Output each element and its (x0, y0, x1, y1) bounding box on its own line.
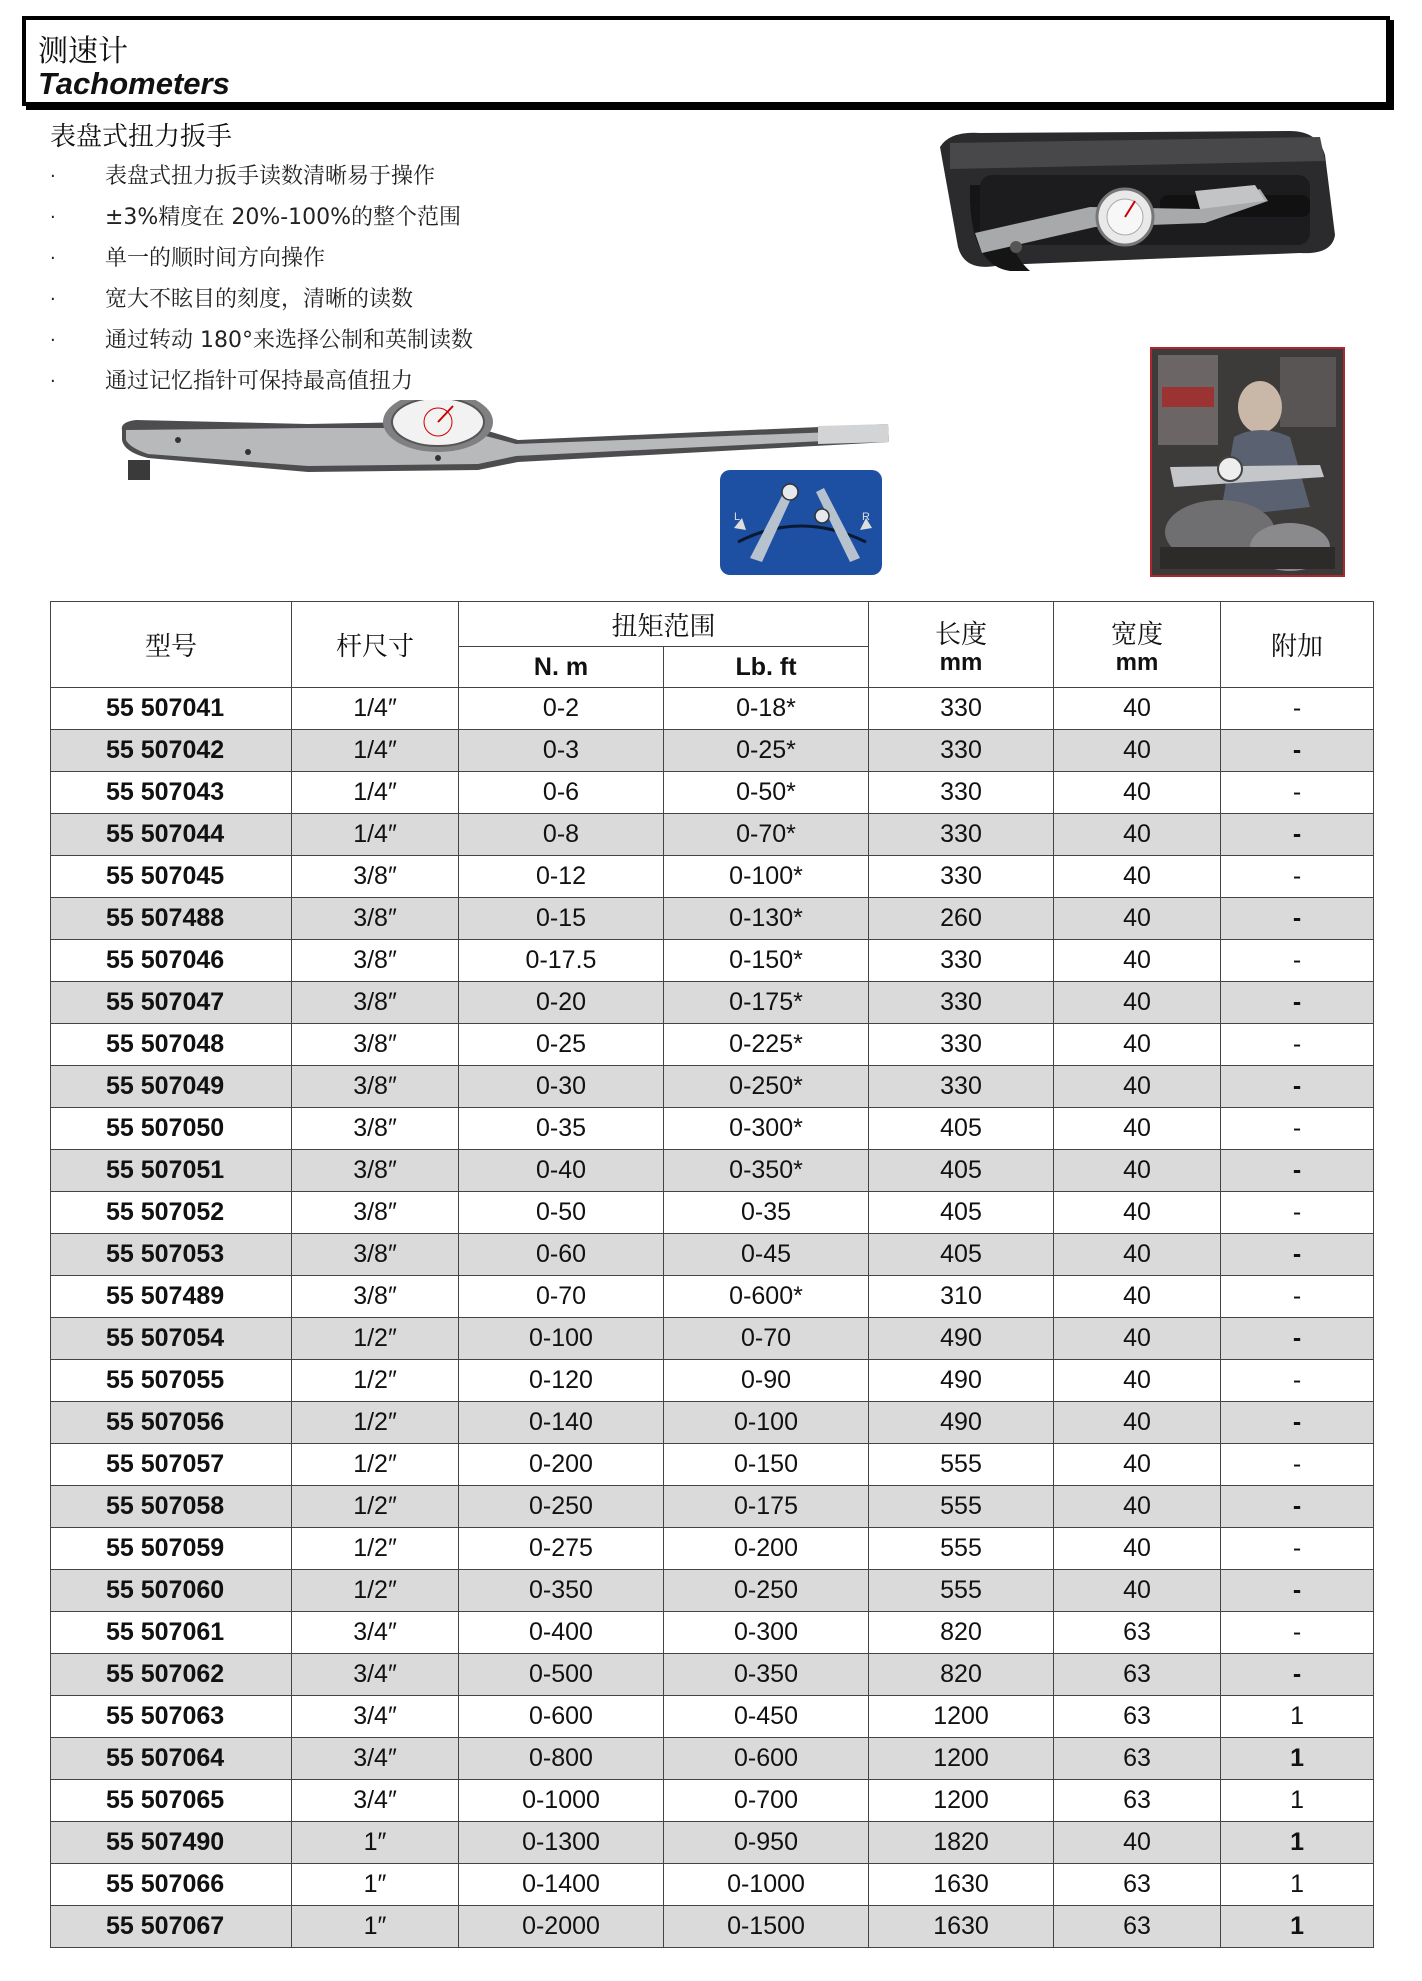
cell-lbft: 0-1000 (664, 1864, 869, 1906)
cell-lbft: 0-175 (664, 1486, 869, 1528)
cell-width: 40 (1054, 1444, 1221, 1486)
cell-width: 40 (1054, 898, 1221, 940)
cell-extra: - (1221, 1192, 1374, 1234)
cell-length: 330 (869, 856, 1054, 898)
cell-drive: 3/8″ (292, 940, 459, 982)
cell-length: 490 (869, 1402, 1054, 1444)
header-model: 型号 (51, 602, 292, 688)
table-row (51, 1402, 1374, 1444)
cell-extra: - (1221, 1318, 1374, 1360)
cell-drive: 1/2″ (292, 1402, 459, 1444)
cell-width: 40 (1054, 1822, 1221, 1864)
cell-extra: - (1221, 1444, 1374, 1486)
list-item: · ±3%精度在 20%-100%的整个范围 (50, 197, 473, 238)
cell-nm: 0-1300 (459, 1822, 664, 1864)
cell-lbft: 0-150 (664, 1444, 869, 1486)
cell-width: 40 (1054, 982, 1221, 1024)
cell-lbft: 0-90 (664, 1360, 869, 1402)
cell-model: 55 507047 (51, 982, 292, 1024)
cell-nm: 0-250 (459, 1486, 664, 1528)
table-row (51, 1192, 1374, 1234)
cell-drive: 3/8″ (292, 1234, 459, 1276)
cell-lbft: 0-70 (664, 1318, 869, 1360)
table-row (51, 1486, 1374, 1528)
cell-drive: 3/8″ (292, 1276, 459, 1318)
bullet-icon: · (50, 289, 56, 310)
cell-width: 40 (1054, 1234, 1221, 1276)
cell-model: 55 507049 (51, 1066, 292, 1108)
cell-width: 63 (1054, 1864, 1221, 1906)
cell-length: 1820 (869, 1822, 1054, 1864)
list-item: · 通过转动 180°来选择公制和英制读数 (50, 320, 473, 361)
cell-length: 330 (869, 982, 1054, 1024)
table-row (51, 1108, 1374, 1150)
cell-lbft: 0-250* (664, 1066, 869, 1108)
cell-width: 40 (1054, 940, 1221, 982)
cell-width: 40 (1054, 1066, 1221, 1108)
cell-nm: 0-100 (459, 1318, 664, 1360)
cell-model: 55 507057 (51, 1444, 292, 1486)
cell-length: 405 (869, 1108, 1054, 1150)
cell-width: 40 (1054, 1024, 1221, 1066)
table-row (51, 1654, 1374, 1696)
cell-nm: 0-120 (459, 1360, 664, 1402)
cell-nm: 0-35 (459, 1108, 664, 1150)
cell-length: 820 (869, 1612, 1054, 1654)
direction-diagram (720, 470, 882, 575)
cell-length: 330 (869, 814, 1054, 856)
cell-nm: 0-60 (459, 1234, 664, 1276)
table-row (51, 1780, 1374, 1822)
cell-model: 55 507054 (51, 1318, 292, 1360)
table-row (51, 1570, 1374, 1612)
cell-drive: 1/2″ (292, 1570, 459, 1612)
cell-drive: 3/8″ (292, 1192, 459, 1234)
cell-model: 55 507064 (51, 1738, 292, 1780)
bullet-icon: · (50, 248, 56, 269)
cell-width: 40 (1054, 772, 1221, 814)
cell-extra: 1 (1221, 1780, 1374, 1822)
cell-nm: 0-140 (459, 1402, 664, 1444)
table-row (51, 1444, 1374, 1486)
cell-extra: - (1221, 1066, 1374, 1108)
cell-length: 1630 (869, 1906, 1054, 1948)
list-item: · 通过记忆指针可保持最高值扭力 (50, 361, 473, 402)
cell-lbft: 0-45 (664, 1234, 869, 1276)
cell-lbft: 0-1500 (664, 1906, 869, 1948)
header-nm: N. m (459, 647, 664, 688)
cell-model: 55 507060 (51, 1570, 292, 1612)
cell-model: 55 507067 (51, 1906, 292, 1948)
cell-extra: - (1221, 856, 1374, 898)
cell-model: 55 507058 (51, 1486, 292, 1528)
cell-length: 330 (869, 772, 1054, 814)
list-item: · 表盘式扭力扳手读数清晰易于操作 (50, 156, 473, 197)
cell-drive: 3/8″ (292, 1024, 459, 1066)
cell-model: 55 507489 (51, 1276, 292, 1318)
cell-nm: 0-2000 (459, 1906, 664, 1948)
cell-lbft: 0-100 (664, 1402, 869, 1444)
cell-model: 55 507055 (51, 1360, 292, 1402)
cell-lbft: 0-600* (664, 1276, 869, 1318)
cell-drive: 3/4″ (292, 1612, 459, 1654)
cell-lbft: 0-300* (664, 1108, 869, 1150)
cell-length: 1630 (869, 1864, 1054, 1906)
cell-lbft: 0-950 (664, 1822, 869, 1864)
cell-width: 40 (1054, 1570, 1221, 1612)
cell-width: 40 (1054, 814, 1221, 856)
cell-model: 55 507059 (51, 1528, 292, 1570)
cell-drive: 3/8″ (292, 1150, 459, 1192)
cell-nm: 0-12 (459, 856, 664, 898)
table-row (51, 1234, 1374, 1276)
spec-table (50, 601, 1374, 1948)
header-length: 长度 mm (869, 602, 1054, 688)
header-drive: 杆尺寸 (292, 602, 459, 688)
cell-lbft: 0-700 (664, 1780, 869, 1822)
cell-extra: - (1221, 1570, 1374, 1612)
cell-drive: 3/8″ (292, 898, 459, 940)
cell-nm: 0-40 (459, 1150, 664, 1192)
cell-length: 405 (869, 1150, 1054, 1192)
cell-nm: 0-350 (459, 1570, 664, 1612)
cell-width: 40 (1054, 1192, 1221, 1234)
cell-nm: 0-17.5 (459, 940, 664, 982)
cell-drive: 1/2″ (292, 1444, 459, 1486)
cell-lbft: 0-25* (664, 730, 869, 772)
cell-length: 490 (869, 1318, 1054, 1360)
cell-extra: - (1221, 1234, 1374, 1276)
cell-width: 63 (1054, 1780, 1221, 1822)
cell-model: 55 507061 (51, 1612, 292, 1654)
cell-width: 40 (1054, 856, 1221, 898)
cell-extra: 1 (1221, 1906, 1374, 1948)
cell-drive: 1/4″ (292, 814, 459, 856)
list-item: · 单一的顺时间方向操作 (50, 238, 473, 279)
bullet-icon: · (50, 166, 56, 187)
cell-extra: - (1221, 1528, 1374, 1570)
cell-model: 55 507066 (51, 1864, 292, 1906)
cell-nm: 0-20 (459, 982, 664, 1024)
cell-model: 55 507044 (51, 814, 292, 856)
wrench-case-image (920, 125, 1345, 280)
cell-lbft: 0-130* (664, 898, 869, 940)
table-row (51, 814, 1374, 856)
cell-model: 55 507065 (51, 1780, 292, 1822)
cell-extra: - (1221, 1024, 1374, 1066)
header-width: 宽度 mm (1054, 602, 1221, 688)
cell-drive: 1″ (292, 1822, 459, 1864)
cell-model: 55 507053 (51, 1234, 292, 1276)
cell-nm: 0-800 (459, 1738, 664, 1780)
cell-width: 40 (1054, 730, 1221, 772)
right-label: R (862, 511, 870, 523)
table-row (51, 856, 1374, 898)
cell-extra: - (1221, 1150, 1374, 1192)
cell-length: 820 (869, 1654, 1054, 1696)
cell-length: 260 (869, 898, 1054, 940)
cell-lbft: 0-300 (664, 1612, 869, 1654)
table-row (51, 730, 1374, 772)
cell-model: 55 507050 (51, 1108, 292, 1150)
cell-width: 40 (1054, 1402, 1221, 1444)
table-row (51, 1276, 1374, 1318)
cell-extra: - (1221, 1402, 1374, 1444)
cell-extra: 1 (1221, 1864, 1374, 1906)
cell-length: 490 (869, 1360, 1054, 1402)
page-title-en: Tachometers (38, 66, 230, 101)
cell-drive: 1″ (292, 1906, 459, 1948)
cell-nm: 0-25 (459, 1024, 664, 1066)
cell-model: 55 507056 (51, 1402, 292, 1444)
cell-length: 330 (869, 940, 1054, 982)
cell-extra: - (1221, 688, 1374, 730)
cell-extra: - (1221, 1360, 1374, 1402)
table-row (51, 898, 1374, 940)
cell-model: 55 507042 (51, 730, 292, 772)
feature-list (50, 156, 473, 402)
table-row (51, 1066, 1374, 1108)
cell-length: 330 (869, 730, 1054, 772)
cell-nm: 0-200 (459, 1444, 664, 1486)
cell-length: 1200 (869, 1780, 1054, 1822)
cell-length: 405 (869, 1192, 1054, 1234)
cell-extra: - (1221, 730, 1374, 772)
cell-width: 63 (1054, 1906, 1221, 1948)
cell-width: 63 (1054, 1654, 1221, 1696)
cell-width: 40 (1054, 1486, 1221, 1528)
cell-nm: 0-3 (459, 730, 664, 772)
cell-length: 555 (869, 1486, 1054, 1528)
cell-width: 40 (1054, 1528, 1221, 1570)
cell-nm: 0-400 (459, 1612, 664, 1654)
cell-extra: - (1221, 772, 1374, 814)
table-row (51, 688, 1374, 730)
cell-nm: 0-1400 (459, 1864, 664, 1906)
cell-extra: - (1221, 898, 1374, 940)
bullet-icon: · (50, 330, 56, 351)
cell-model: 55 507490 (51, 1822, 292, 1864)
table-row (51, 940, 1374, 982)
cell-drive: 1/2″ (292, 1528, 459, 1570)
cell-lbft: 0-350 (664, 1654, 869, 1696)
cell-nm: 0-600 (459, 1696, 664, 1738)
cell-nm: 0-1000 (459, 1780, 664, 1822)
header-torque-range: 扭矩范围 (459, 602, 869, 647)
cell-nm: 0-50 (459, 1192, 664, 1234)
cell-extra: - (1221, 814, 1374, 856)
cell-lbft: 0-35 (664, 1192, 869, 1234)
cell-extra: 1 (1221, 1738, 1374, 1780)
table-row (51, 1528, 1374, 1570)
cell-extra: 1 (1221, 1822, 1374, 1864)
cell-lbft: 0-18* (664, 688, 869, 730)
cell-drive: 3/4″ (292, 1738, 459, 1780)
cell-length: 1200 (869, 1738, 1054, 1780)
cell-drive: 1/4″ (292, 730, 459, 772)
header-lbft: Lb. ft (664, 647, 869, 688)
cell-model: 55 507041 (51, 688, 292, 730)
table-row (51, 1864, 1374, 1906)
cell-model: 55 507043 (51, 772, 292, 814)
cell-extra: - (1221, 982, 1374, 1024)
header-extra: 附加 (1221, 602, 1374, 688)
cell-lbft: 0-225* (664, 1024, 869, 1066)
cell-nm: 0-15 (459, 898, 664, 940)
cell-length: 555 (869, 1570, 1054, 1612)
cell-drive: 3/8″ (292, 856, 459, 898)
cell-drive: 3/4″ (292, 1654, 459, 1696)
cell-drive: 1″ (292, 1864, 459, 1906)
cell-nm: 0-500 (459, 1654, 664, 1696)
table-row (51, 1738, 1374, 1780)
cell-length: 1200 (869, 1696, 1054, 1738)
cell-width: 63 (1054, 1696, 1221, 1738)
table-row (51, 1318, 1374, 1360)
bullet-icon: · (50, 207, 56, 228)
cell-model: 55 507046 (51, 940, 292, 982)
section-heading: 表盘式扭力扳手 (50, 122, 233, 152)
cell-width: 40 (1054, 1150, 1221, 1192)
cell-extra: - (1221, 1654, 1374, 1696)
cell-width: 40 (1054, 1108, 1221, 1150)
cell-width: 40 (1054, 688, 1221, 730)
cell-model: 55 507045 (51, 856, 292, 898)
cell-width: 40 (1054, 1276, 1221, 1318)
cell-lbft: 0-70* (664, 814, 869, 856)
cell-extra: - (1221, 1486, 1374, 1528)
cell-length: 555 (869, 1444, 1054, 1486)
bullet-icon: · (50, 371, 56, 392)
table-row (51, 1696, 1374, 1738)
table-row (51, 982, 1374, 1024)
cell-length: 330 (869, 688, 1054, 730)
cell-extra: 1 (1221, 1696, 1374, 1738)
table-row (51, 1024, 1374, 1066)
cell-length: 405 (869, 1234, 1054, 1276)
cell-width: 63 (1054, 1738, 1221, 1780)
title-box (22, 16, 1390, 106)
cell-nm: 0-8 (459, 814, 664, 856)
cell-model: 55 507063 (51, 1696, 292, 1738)
table-row (51, 1822, 1374, 1864)
list-item: · 宽大不眩目的刻度，清晰的读数 (50, 279, 473, 320)
cell-extra: - (1221, 1276, 1374, 1318)
cell-drive: 3/8″ (292, 982, 459, 1024)
cell-model: 55 507051 (51, 1150, 292, 1192)
cell-nm: 0-6 (459, 772, 664, 814)
cell-width: 40 (1054, 1360, 1221, 1402)
cell-model: 55 507052 (51, 1192, 292, 1234)
cell-drive: 1/4″ (292, 688, 459, 730)
cell-lbft: 0-150* (664, 940, 869, 982)
table-row (51, 1150, 1374, 1192)
left-label: L (734, 511, 741, 523)
table-row (51, 1360, 1374, 1402)
cell-model: 55 507048 (51, 1024, 292, 1066)
cell-nm: 0-70 (459, 1276, 664, 1318)
cell-lbft: 0-50* (664, 772, 869, 814)
cell-lbft: 0-250 (664, 1570, 869, 1612)
table-row (51, 1906, 1374, 1948)
cell-lbft: 0-600 (664, 1738, 869, 1780)
cell-length: 310 (869, 1276, 1054, 1318)
cell-model: 55 507062 (51, 1654, 292, 1696)
cell-lbft: 0-350* (664, 1150, 869, 1192)
cell-extra: - (1221, 1108, 1374, 1150)
cell-lbft: 0-450 (664, 1696, 869, 1738)
cell-drive: 1/4″ (292, 772, 459, 814)
worker-photo (1150, 347, 1345, 577)
cell-width: 40 (1054, 1318, 1221, 1360)
cell-model: 55 507488 (51, 898, 292, 940)
cell-nm: 0-30 (459, 1066, 664, 1108)
cell-drive: 1/2″ (292, 1486, 459, 1528)
cell-nm: 0-2 (459, 688, 664, 730)
cell-drive: 3/8″ (292, 1066, 459, 1108)
cell-extra: - (1221, 940, 1374, 982)
cell-extra: - (1221, 1612, 1374, 1654)
cell-length: 555 (869, 1528, 1054, 1570)
cell-length: 330 (869, 1024, 1054, 1066)
cell-drive: 3/8″ (292, 1108, 459, 1150)
cell-width: 63 (1054, 1612, 1221, 1654)
cell-drive: 3/4″ (292, 1696, 459, 1738)
cell-drive: 1/2″ (292, 1360, 459, 1402)
cell-length: 330 (869, 1066, 1054, 1108)
cell-lbft: 0-175* (664, 982, 869, 1024)
cell-lbft: 0-100* (664, 856, 869, 898)
table-row (51, 772, 1374, 814)
cell-nm: 0-275 (459, 1528, 664, 1570)
cell-drive: 3/4″ (292, 1780, 459, 1822)
page-title-cn: 测速计 (38, 34, 128, 69)
cell-lbft: 0-200 (664, 1528, 869, 1570)
table-row (51, 1612, 1374, 1654)
cell-drive: 1/2″ (292, 1318, 459, 1360)
